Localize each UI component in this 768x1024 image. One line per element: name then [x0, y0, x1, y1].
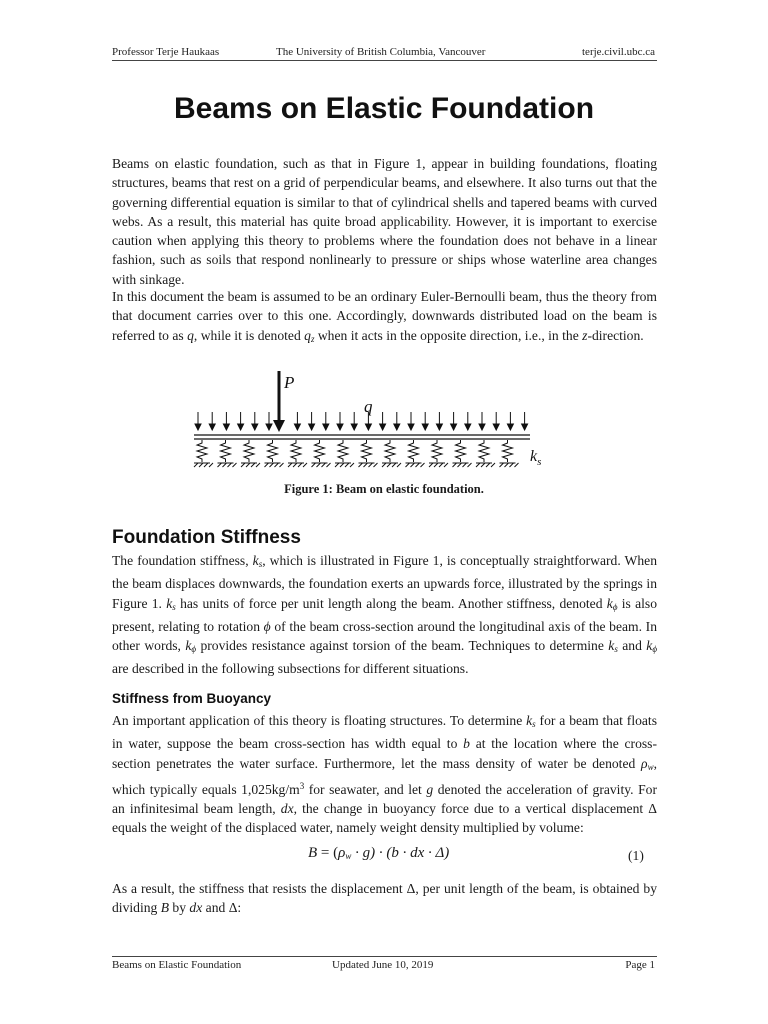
load-arrow: [351, 412, 357, 430]
page-header: [112, 46, 657, 61]
footer-updated: Updated June 10, 2019: [332, 959, 434, 971]
foundation-spring: [335, 440, 354, 467]
distributed-load-arrows: [195, 412, 528, 430]
header-institution: The University of British Columbia, Vancouver: [276, 46, 486, 58]
load-arrow: [479, 412, 485, 430]
spring-stiffness-label: $k_s$: [530, 448, 542, 468]
load-arrow: [223, 412, 229, 430]
foundation-spring: [406, 440, 425, 467]
foundation-spring: [476, 440, 495, 467]
load-arrow: [209, 412, 215, 430]
beam-figure: [150, 368, 570, 468]
document-title: Beams on Elastic Foundation: [173, 92, 595, 125]
load-arrow: [337, 412, 343, 430]
closing-paragraph: As a result, the stiffness that resists the displacement Δ, per unit length of the beam, is obtained by dividing B by dx and Δ:: [112, 881, 657, 916]
intro-paragraph-1: Beams on elastic foundation, such as that in Figure 1, appear in building foundations, floating structures, beams that rest on a grid of perpendicular beams, and elsewhere. It also turns out that the governing differential equation is similar to that of cylindrical shells and tapered beams with curved webs. As a result, this material has quite broad applicability. However, it is important to exercise caution when applying this theory to problems where the foundation does not behave in a linear fashion, such as soils that respond nonlinearly to pressure or ships whose waterline area changes with sinkage.: [112, 156, 657, 287]
foundation-spring: [429, 440, 448, 467]
point-load-label: P: [284, 373, 295, 392]
section-heading: Foundation Stiffness: [112, 527, 301, 548]
subsection-paragraph: An important application of this theory is floating structures. To determine $k_s$ for a beam that floats in water, suppose the beam cross-section has width equal to b at the location where the cross-section penetrates the water surface. Furthermore, let the mass density of water be denoted $\rho_w$, which typically equals $1,025kg/m^3$ for seawater, and let g denoted the acceleration of gravity. For an infinitesimal beam length, dx, the change in buoyancy force due to a vertical displacement Δ equals the weight of the displaced water, namely weight density multiplied by volume:: [112, 713, 658, 836]
load-arrow: [394, 412, 400, 430]
load-arrow: [493, 412, 499, 430]
load-arrow: [522, 412, 528, 430]
foundation-spring: [288, 440, 307, 467]
subsection-heading: Stiffness from Buoyancy: [112, 691, 272, 706]
section-paragraph: The foundation stiffness, $k_s$, which is illustrated in Figure 1, is conceptually straightforward. When the beam displaces downwards, the foundation exerts an upwards force, illustrated by the springs in Figure 1. $k_s$ has units of force per unit length along the beam. Another stiffness, denoted $k_\phi$ is also present, relating to rotation ϕ of the beam cross-section around the longitudinal axis of the beam. In other words, $k_\phi$ provides resistance against torsion of the beam. Techniques to determine $k_s$ and $k_\phi$ are described in the following subsections for different situations.: [112, 553, 658, 677]
foundation-spring: [453, 440, 472, 467]
foundation-springs: [194, 440, 519, 467]
equation-number: (1): [628, 848, 644, 863]
load-arrow: [309, 412, 315, 430]
point-load-arrowhead: [273, 420, 285, 432]
foundation-spring: [241, 440, 260, 467]
header-author: Professor Terje Haukaas: [112, 46, 220, 58]
figure-caption: Figure 1: Beam on elastic foundation.: [284, 482, 484, 496]
load-arrow: [408, 412, 414, 430]
foundation-spring: [218, 440, 237, 467]
load-arrow: [195, 412, 201, 430]
load-arrow: [252, 412, 258, 430]
foundation-spring: [312, 440, 331, 467]
load-arrow: [266, 412, 272, 430]
load-arrow: [436, 412, 442, 430]
load-arrow: [380, 412, 386, 430]
load-arrow: [323, 412, 329, 430]
load-arrow: [238, 412, 244, 430]
load-arrow: [451, 412, 457, 430]
page-footer: [112, 956, 657, 974]
foundation-spring: [265, 440, 284, 467]
load-arrow: [507, 412, 513, 430]
load-arrow: [465, 412, 471, 430]
foundation-spring: [359, 440, 378, 467]
distributed-load-label: q: [364, 397, 373, 416]
intro-paragraph-2: In this document the beam is assumed to be an ordinary Euler-Bernoulli beam, thus the theory from that document carries over to this one. Accordingly, downwards distributed load on the beam is referred to as q, while it is denoted $q_z$ when it acts in the opposite direction, i.e., in the z-direction.: [112, 289, 657, 344]
footer-doc-title: Beams on Elastic Foundation: [112, 959, 242, 971]
load-arrow: [294, 412, 300, 430]
foundation-spring: [382, 440, 401, 467]
foundation-spring: [500, 440, 519, 467]
header-site: terje.civil.ubc.ca: [582, 46, 655, 58]
equation-1: $B = (\rho_w \cdot g) \cdot (b$ · dx · Δ): [308, 845, 450, 861]
load-arrow: [422, 412, 428, 430]
foundation-spring: [194, 440, 213, 467]
footer-page-number: Page 1: [625, 959, 655, 971]
